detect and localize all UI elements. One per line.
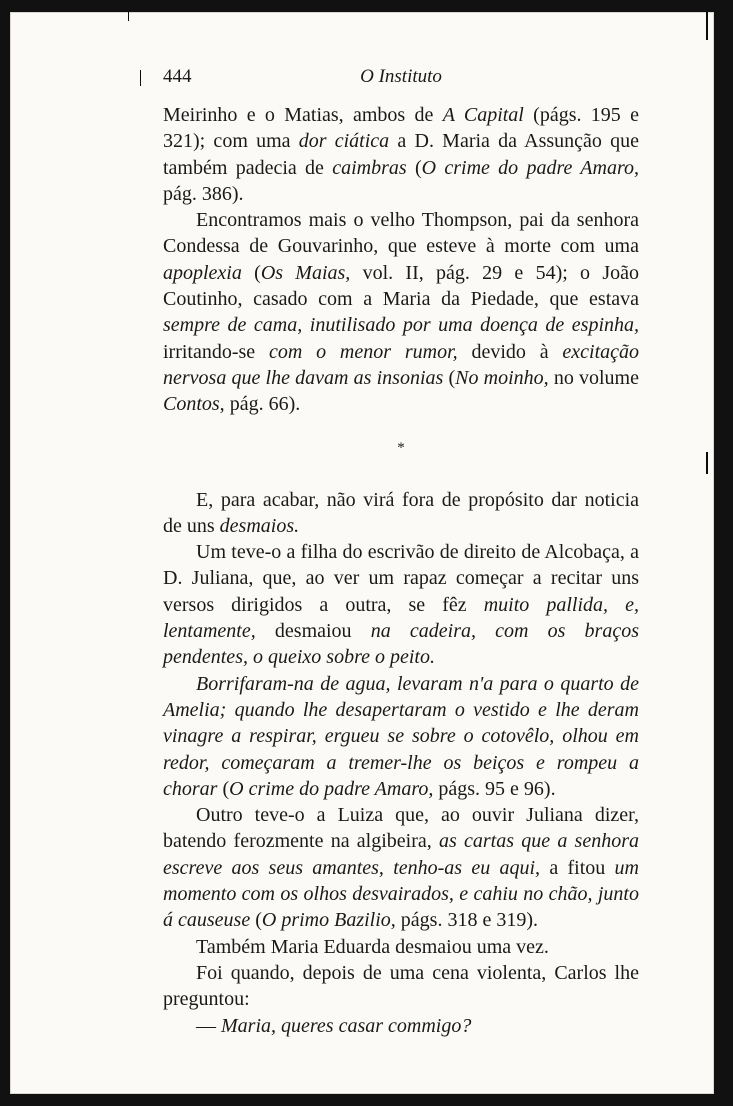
section-separator: *: [397, 439, 405, 456]
text-run: págs. 318 e 319).: [395, 909, 538, 932]
text-run: Foi quando, depois de uma cena violenta, Carlos lhe preguntou:: [163, 961, 639, 1011]
text-run: (págs. 195 e 321); com uma: [163, 104, 639, 153]
italic-run: Maria, queres casar commigo?: [221, 1014, 472, 1037]
paragraph: [163, 487, 639, 540]
paragraph: [163, 102, 639, 207]
text-run: —: [196, 1014, 221, 1037]
text-run: págs. 95 e 96).: [433, 777, 556, 800]
text-run: (: [217, 777, 230, 800]
italic-run: O crime do padre Amaro,: [229, 777, 434, 800]
italic-run: dor ciática: [298, 130, 390, 153]
page-header: [163, 66, 639, 94]
italic-run: com o menor rumor,: [269, 340, 458, 363]
body-text: [163, 102, 639, 1039]
paragraph: [163, 671, 639, 802]
italic-run: apoplexia: [163, 261, 242, 284]
italic-run: No moinho,: [455, 366, 549, 389]
italic-run: caimbras: [332, 156, 407, 179]
paragraph: [163, 207, 639, 417]
italic-run: muito pallida, e, lentamente,: [163, 593, 639, 643]
italic-run: um momento com os olhos desvairados, e cahiu no chão, junto á causeuse: [163, 856, 639, 932]
text-run: a D. Maria da Assunção que também padecia de: [163, 130, 639, 179]
text-run: pág. 386).: [163, 182, 244, 205]
page-number: 444: [163, 66, 192, 87]
italic-run: O primo Bazilio,: [261, 909, 396, 932]
scan-edge-mark: [140, 70, 141, 86]
text-run: irritando-se: [163, 340, 269, 363]
text-run: vol. II, pág. 29 e 54); o João Coutinho, casado com a Maria da Piedade, que estava: [163, 261, 639, 311]
paragraph: [163, 960, 639, 1013]
text-run: devido à: [457, 340, 563, 363]
running-title: O Instituto: [360, 66, 442, 87]
scan-edge-mark: [706, 452, 708, 474]
paragraph: [163, 934, 639, 960]
text-run: E, para acabar, não virá fora de propósito dar noticia de uns: [163, 488, 639, 537]
text-run: a fitou: [540, 856, 615, 879]
italic-run: excitação nervosa que lhe davam as insonias: [163, 340, 640, 389]
text-run: Meirinho e o Matias, ambos de: [163, 104, 443, 126]
italic-run: A Capital: [442, 104, 524, 126]
scan-edge-mark: [706, 12, 708, 40]
italic-run: O crime do padre Amaro,: [421, 156, 639, 179]
text-run: (: [406, 156, 422, 179]
italic-run: sempre de cama, inutilisado por uma doença de espinha,: [163, 314, 639, 337]
italic-run: as cartas que a senhora escreve aos seus amantes, tenho-as eu aqui,: [163, 830, 640, 879]
text-run: pág. 66).: [224, 393, 301, 416]
text-run: no volume: [548, 366, 639, 389]
text-run: desmaiou: [255, 620, 371, 643]
text-run: Outro teve-o a Luiza que, ao ouvir Juliana dizer, batendo ferozmente na algibeira,: [163, 804, 639, 853]
italic-run: desmaios.: [219, 514, 300, 537]
text-run: (: [250, 909, 262, 932]
italic-run: Borrifaram-na de agua, levaram n'a para o quarto de Amelia; quando lhe desapertaram o vestido e lhe deram vinagre a respirar, ergueu se sobre o cotovêlo, olhou em redor, começaram a tremer-lhe os beiços e rompeu a chorar: [163, 672, 639, 800]
italic-run: Contos,: [163, 393, 225, 416]
text-run: Também Maria Eduarda desmaiou uma vez.: [196, 935, 549, 958]
text-run: (: [443, 366, 456, 389]
text-run: (: [241, 261, 261, 284]
scan-edge-mark: [128, 12, 129, 21]
paragraph: [163, 539, 639, 670]
text-run: Encontramos mais o velho Thompson, pai da senhora Condessa de Gouvarinho, que esteve à morte com uma: [163, 209, 639, 258]
italic-run: Os Maias,: [260, 261, 351, 284]
paragraph: [163, 1013, 639, 1039]
italic-run: na cadeira, com os braços pendentes, o queixo sobre o peito.: [163, 620, 639, 669]
paragraph: [163, 802, 639, 933]
text-run: Um teve-o a filha do escrivão de direito de Alcobaça, a D. Juliana, que, ao ver um rapaz começar a recitar uns versos dirigidos a outra, se fêz: [163, 541, 639, 616]
